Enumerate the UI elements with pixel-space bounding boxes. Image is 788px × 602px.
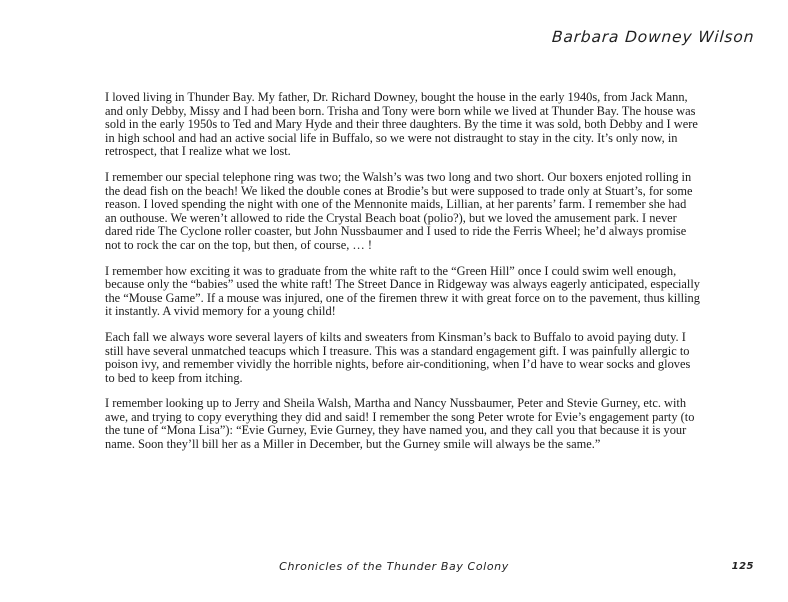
- footer-book-title: Chronicles of the Thunder Bay Colony: [279, 560, 509, 573]
- paragraph-3: I remember how exciting it was to graduate from the white raft to the “Green Hill” once I could swim well enough, because only the “babies” used the white raft! The Street Dance in Ridgeway was always eagerly anticipated, especially the “Mouse Game”. If a mouse was injured, one of the firemen threw it with great force on to the pavement, thus killing it instantly. A vivid memory for a young child!: [105, 263, 700, 319]
- paragraph-5: I remember looking up to Jerry and Sheila Walsh, Martha and Nancy Nussbaumer, Peter and Stevie Gurney, etc. with awe, and trying to copy everything they did and said! I remember the song Peter wrote for Evie’s engagement party (to the tune of “Mona Lisa”): “Evie Gurney, Evie Gurney, they have named you, and they call you that because it is your name. Soon they’ll bill her as a Miller in December, but the Gurney smile will always be the same.”: [105, 396, 695, 452]
- paragraph-4: Each fall we always wore several layers of kilts and sweaters from Kinsman’s back to Buffalo to avoid paying duty. I still have several unmatched teacups which I treasure. This was a standard engagement gift. I was painfully allergic to poison ivy, and remember vividly the horrible nights, before air-conditioning, when I’d have to wear socks and gloves to bed to keep from itching.: [105, 329, 691, 385]
- memoir-text: [105, 91, 701, 452]
- paragraph-1: I loved living in Thunder Bay. My father, Dr. Richard Downey, bought the house in the early 1940s, from Jack Mann, and only Debby, Missy and I had been born. Trisha and Tony were born while we lived at Thunder Bay. The house was sold in the early 1950s to Ted and Mary Hyde and their three daughters. By the time it was sold, both Debby and I were in high school and had an active social life in Buffalo, so we were not distraught to stay in the city. It’s only now, in retrospect, that I realize what we lost.: [105, 90, 698, 159]
- page-number: 125: [731, 561, 754, 572]
- paragraph-2: I remember our special telephone ring was two; the Walsh’s was two long and two short. Our boxers enjoted rolling in the dead fish on the beach! We liked the double cones at Brodie’s but were supposed to trade only at Stuart’s, for some reason. I loved spending the night with one of the Mennonite maids, Lillian, at her parents’ farm. I remember she had an outhouse. We weren’t allowed to ride the Crystal Beach boat (polio?), but we loved the amusement park. I never dared ride The Cyclone roller coaster, but John Nussbaumer and I used to ride the Ferris Wheel; he’d always promise not to rock the car on the top, but then, of course, … !: [105, 169, 693, 252]
- author-signature: Barbara Downey Wilson: [551, 28, 755, 46]
